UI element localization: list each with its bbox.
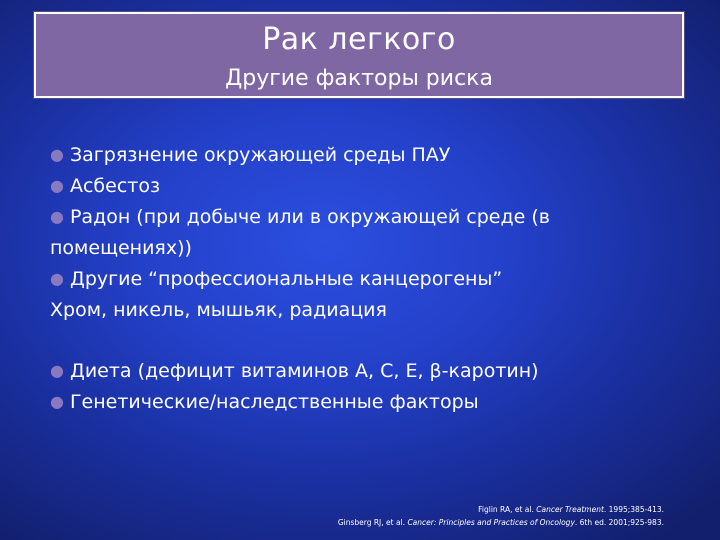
reference-details: . 6th ed. 2001;925-983.	[574, 518, 664, 527]
bullet-icon: ●	[50, 145, 64, 164]
list-item	[50, 264, 570, 295]
list-item-text: Асбестоз	[69, 175, 161, 197]
reference-line	[338, 516, 664, 529]
spacer	[50, 326, 570, 356]
references	[338, 503, 664, 529]
bullet-icon: ●	[50, 269, 64, 288]
list-item	[50, 202, 570, 264]
list-item-text: Радон (при добыче или в окружающей среде (в помещениях))	[50, 206, 550, 259]
bullet-icon: ●	[50, 176, 64, 195]
list-item	[50, 171, 570, 202]
bullet-list	[50, 140, 570, 418]
bullet-icon: ●	[50, 361, 64, 380]
list-item	[50, 356, 570, 387]
reference-source: Cancer Treatment	[536, 505, 604, 514]
reference-source: Cancer: Principles and Practices of Oncology	[407, 518, 575, 527]
list-item	[50, 387, 570, 418]
list-item-text: Хром, никель, мышьяк, радиация	[50, 299, 387, 321]
list-item-text: Другие “профессиональные канцерогены”	[69, 268, 503, 290]
list-item-continuation	[50, 295, 570, 326]
list-item-text: Диета (дефицит витаминов A, C, E, β-каротин)	[69, 360, 539, 382]
reference-authors: Ginsberg RJ, et al.	[337, 518, 406, 527]
list-item-text: Генетические/наследственные факторы	[69, 391, 479, 413]
list-item	[50, 140, 570, 171]
reference-line	[338, 503, 664, 516]
title-box	[34, 12, 684, 98]
list-item-text: Загрязнение окружающей среды ПАУ	[69, 144, 451, 166]
slide-subtitle: Другие факторы риска	[225, 66, 493, 91]
reference-authors: Figlin RA, et al.	[478, 505, 534, 514]
slide-title: Рак легкого	[262, 22, 456, 57]
bullet-icon: ●	[50, 392, 64, 411]
bullet-icon: ●	[50, 207, 64, 226]
reference-details: . 1995;385-413.	[603, 505, 664, 514]
